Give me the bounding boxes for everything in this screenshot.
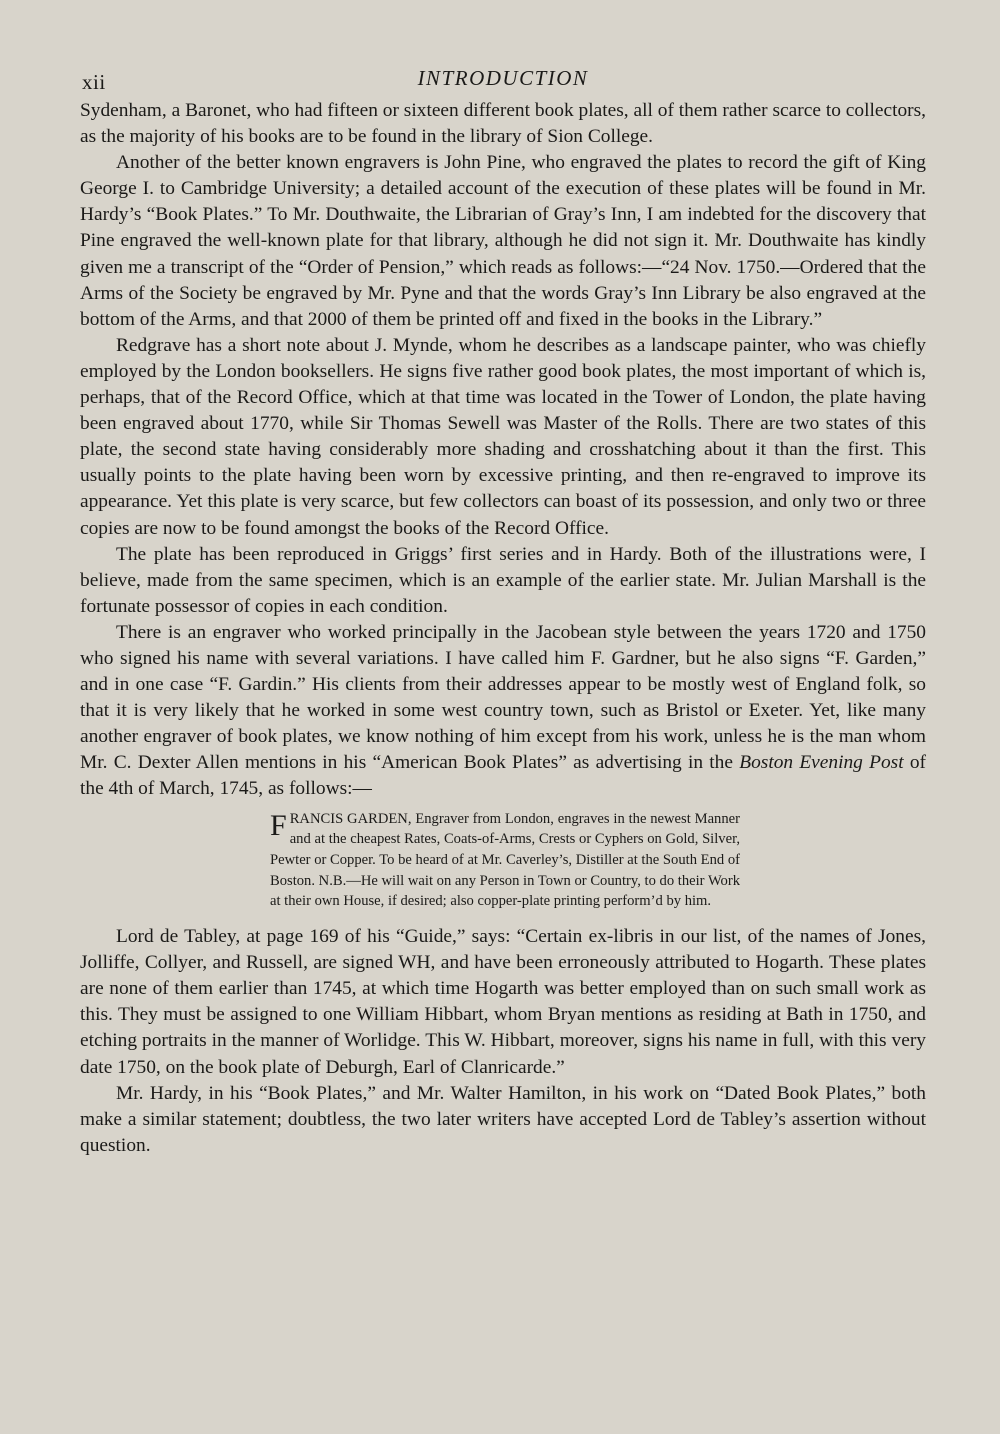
paragraph-3: Redgrave has a short note about J. Mynde, whom he describes as a landscape painter, who was chiefly employed by the London booksellers. He signs five rather good book plates, the most important of which is, perhaps, that of the Record Office, which at that time was located in the Tower of London, the plate having been engraved about 1770, while Sir Thomas Sewell was Master of the Rolls. There are two states of this plate, the second state having considerably more shading and crosshatching about it than the first. This usually points to the plate having been worn by excessive printing, and then re-engraved to improve its appearance. Yet this plate is very scarce, but few collectors can boast of its possession, and only two or three copies are now to be found amongst the books of the Record Office. [80,334,926,539]
italic-post: Post [869,752,904,774]
paragraph-5-text: There is an engraver who worked principally in the Jacobean style between the years 1720 and 1750 who signed his name with several variations. I have called him F. Gardner, but he also signs “F. Garden,” and in one case “F. Gardin.” His clients from their addresses appear to be mostly west of England folk, so that it is very likely that he worked in some west country town, such as Bristol or Exeter. Yet, like many another engraver of book plates, we know nothing of him except from his work, unless he is the man whom Mr. C. Dexter Allen mentions in his “American Book Plates” as advertising in the [80,621,926,774]
quote-drop-letter: F [270,808,287,842]
paragraph-4: The plate has been reproduced in Griggs’ first series and in Hardy. Both of the illustrations were, I believe, made from the same specimen, which is an example of the earlier state. Mr. Julian Marshall is the fortunate possessor of copies in each condition. [80,543,926,617]
quote-text: RANCIS GARDEN, Engraver from London, engraves in the newest Manner and at the cheapest Rates, Coats-of-Arms, Crests or Cyphers on Gold, Silver, Pewter or Copper. To be heard of at Mr. Caverley’s, Distiller at the South End of Boston. N.B.—He will wait on any Person in Town or Country, to do their Work at their own House, if desired; also copper-plate printing perform’d by him. [270,810,740,910]
paragraph-1: Sydenham, a Baronet, who had fifteen or sixteen different book plates, all of them rather scarce to collectors, as the majority of his books are to be found in the library of Sion College. [80,100,926,148]
page-number: xii [82,70,106,94]
page-header [80,62,926,98]
paragraph-5-tail: of the 4th of March, 1745, as follows:— [80,752,926,800]
italic-boston-evening: Boston Evening [739,752,863,774]
advertisement-quote [270,809,740,913]
running-title: INTRODUCTION [417,66,589,90]
paragraph-5 [80,620,926,803]
body-text [80,98,926,1159]
paragraph-2: Another of the better known engravers is John Pine, who engraved the plates to record the gift of King George I. to Cambridge University; a detailed account of the execution of these plates will be found in Mr. Hardy’s “Book Plates.” To Mr. Douthwaite, the Librarian of Gray’s Inn, I am indebted for the discovery that Pine engraved the well-known plate for that library, although he did not sign it. Mr. Douthwaite has kindly given me a transcript of the “Order of Pension,” which reads as follows:—“24 Nov. 1750.—Ordered that the Arms of the Society be engraved by Mr. Pyne and that the words Gray’s Inn Library be also engraved at the bottom of the Arms, and that 2000 of them be printed off and fixed in the books in the Library.” [80,152,926,330]
paragraph-6: Lord de Tabley, at page 169 of his “Guide,” says: “Certain ex-libris in our list, of the names of Jones, Jolliffe, Collyer, and Russell, are signed WH, and have been erroneously attributed to Hogarth. These plates are none of them earlier than 1745, at which time Hogarth was better employed than on such small work as this. They must be assigned to one William Hibbart, whom Bryan mentions as residing at Bath in 1750, and etching portraits in the manner of Worlidge. This W. Hibbart, moreover, signs his name in full, with this very date 1750, on the book plate of Deburgh, Earl of Clanricarde.” [80,926,926,1078]
paragraph-7: Mr. Hardy, in his “Book Plates,” and Mr. Walter Hamilton, in his work on “Dated Book Plates,” both make a similar statement; doubtless, the two later writers have accepted Lord de Tabley’s assertion without question. [80,1082,926,1156]
